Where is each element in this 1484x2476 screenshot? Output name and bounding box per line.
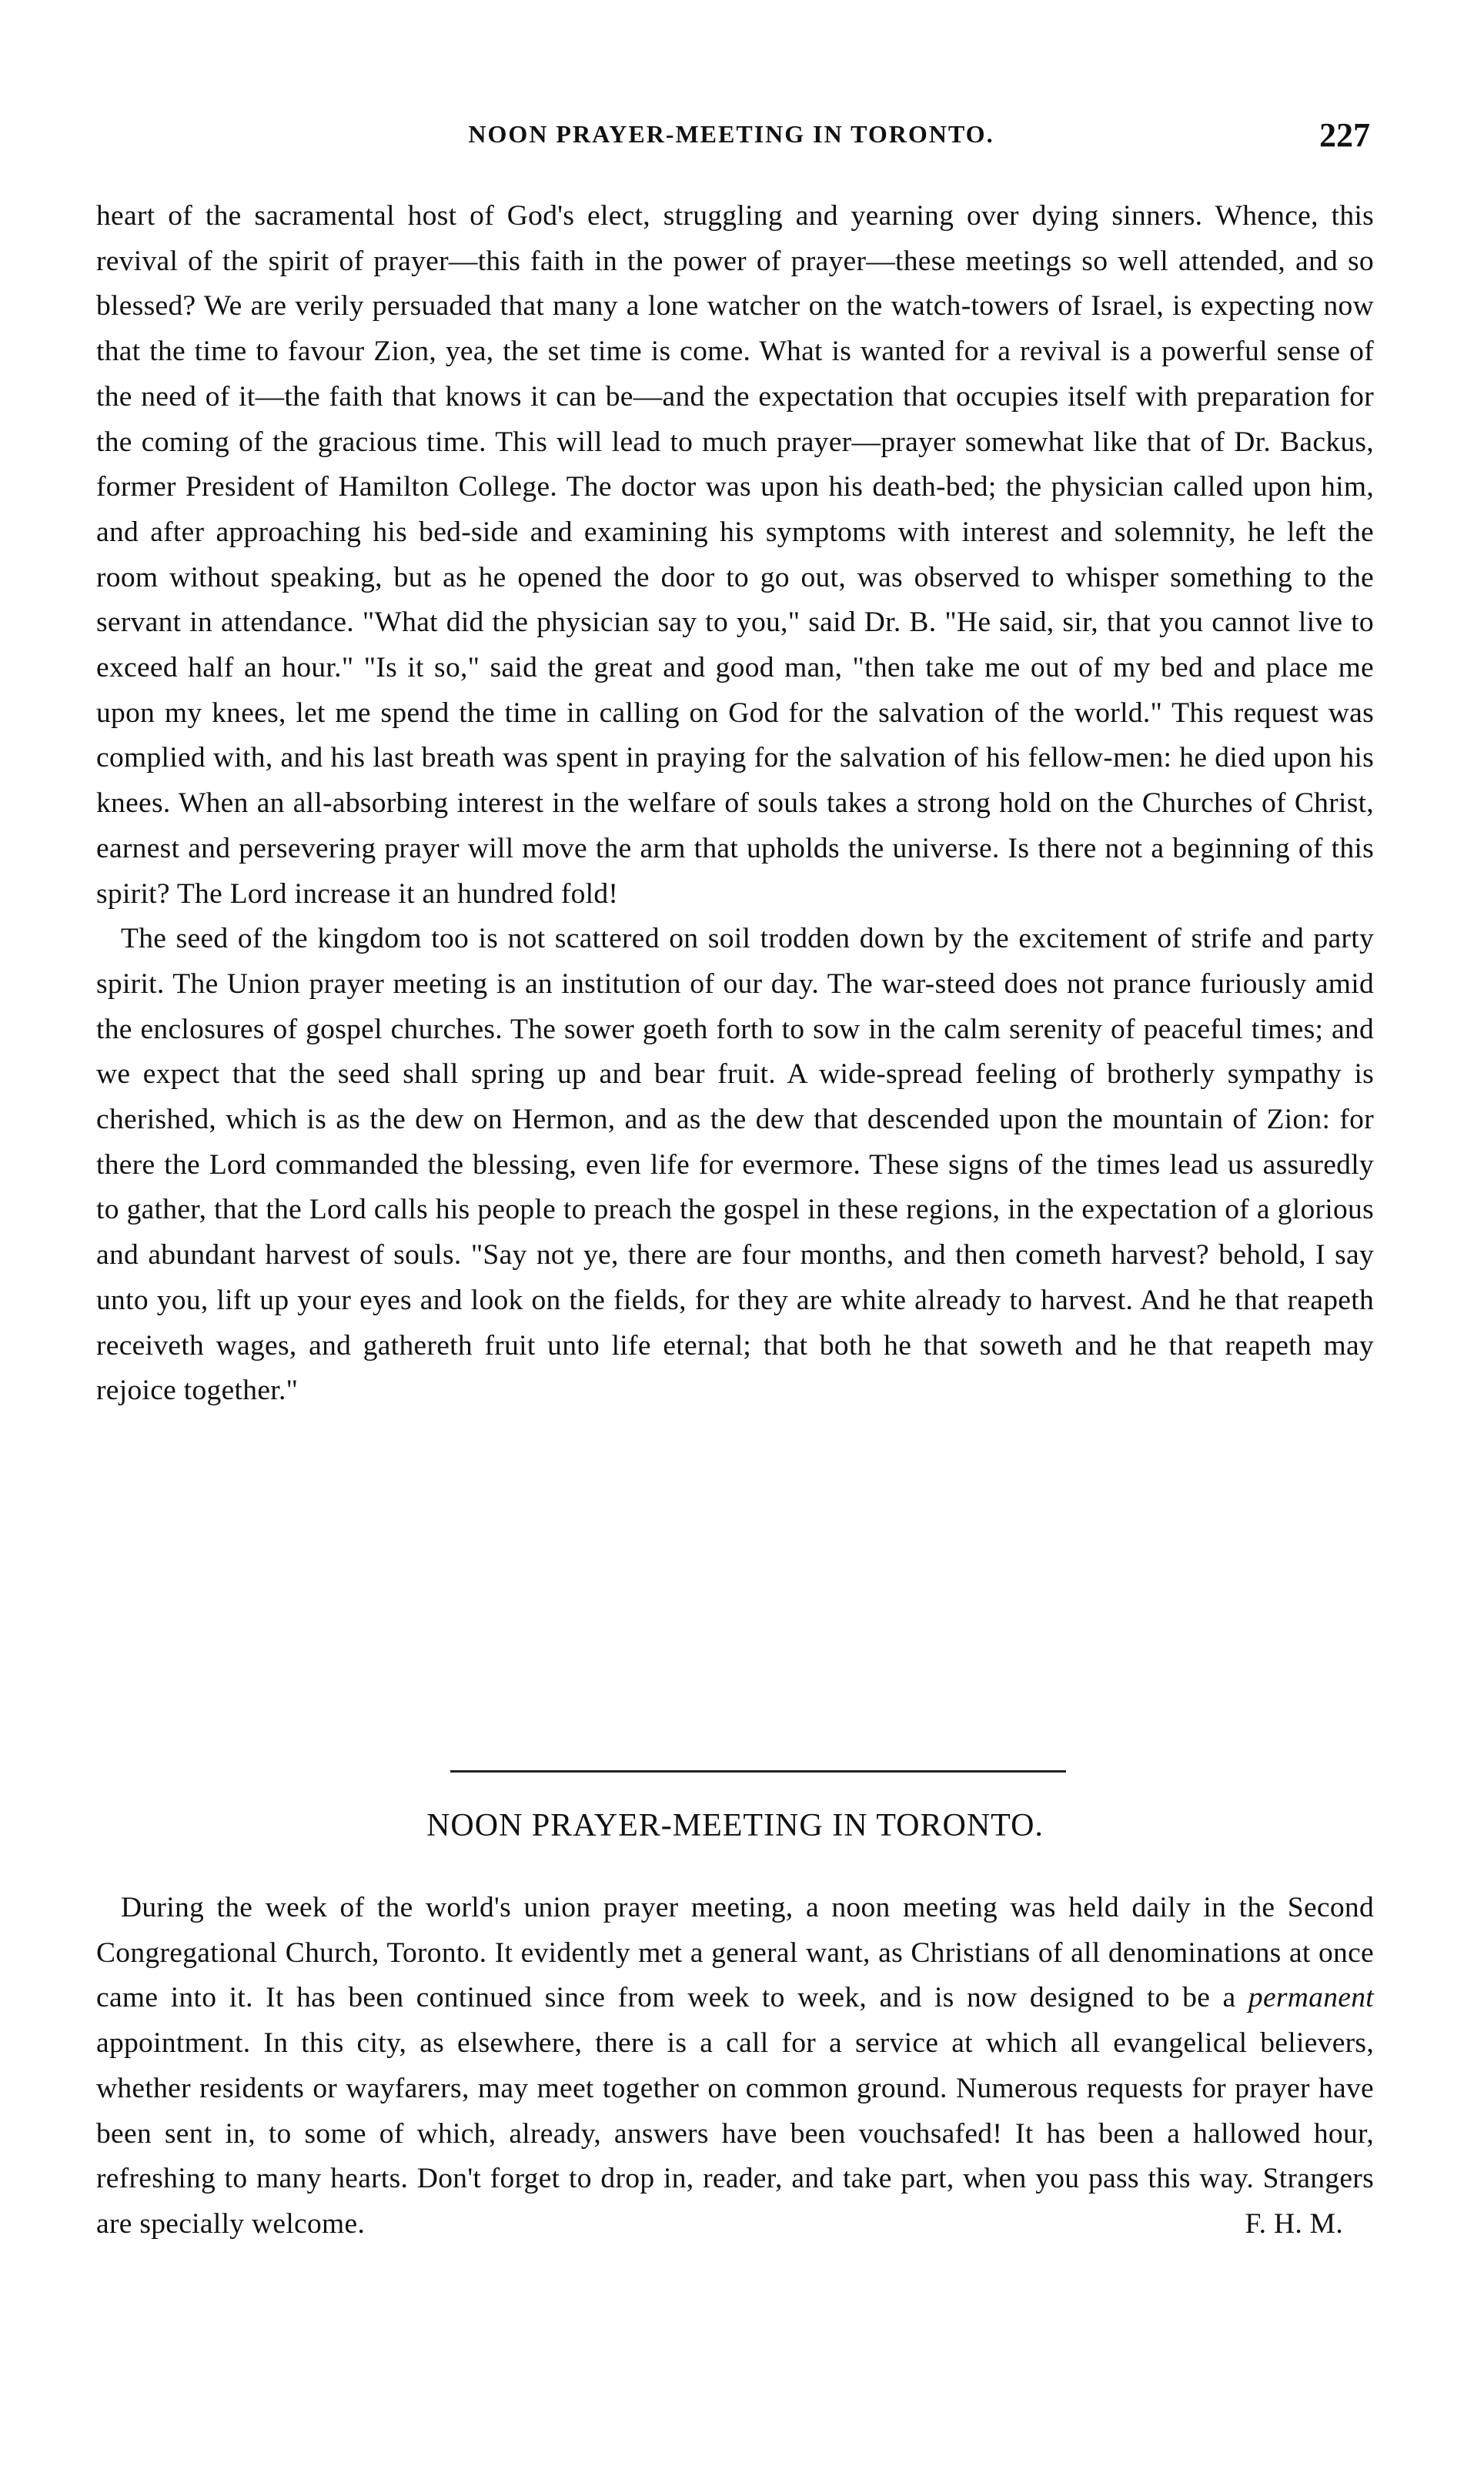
- page-number: 227: [1319, 116, 1370, 154]
- article-two-italic-word: permanent: [1248, 1982, 1374, 2014]
- section-divider: [450, 1770, 1066, 1773]
- running-title: NOON PRAYER-MEETING IN TORONTO.: [468, 120, 994, 148]
- article-one-paragraph-2: The seed of the kingdom too is not scattered on soil trodden down by the excitement of strife and party spirit. The Union prayer meeting is an institution of our day. The war-steed does not prance furiously amid the enclosures of gospel churches. The sower goeth forth to sow in the calm serenity of peaceful times; and we expect that the seed shall spring up and bear fruit. A wide-spread feeling of brotherly sympathy is cherished, which is as the dew on Hermon, and as the dew that descended upon the mountain of Zion: for there the Lord commanded the blessing, even life for evermore. These signs of the times lead us assuredly to gather, that the Lord calls his people to preach the gospel in these regions, in the expectation of a glorious and abundant harvest of souls. "Say not ye, there are four months, and then cometh harvest? behold, I say unto you, lift up your eyes and look on the fields, for they are white already to harvest. And he that reapeth receiveth wages, and gathereth fruit unto life eternal; that both he that soweth and he that reapeth may rejoice together.": [96, 923, 1374, 1407]
- running-head: [92, 115, 1370, 162]
- article-two-body: [96, 1886, 1374, 2247]
- article-one-body: [96, 194, 1374, 1414]
- article-two-title: NOON PRAYER-MEETING IN TORONTO.: [426, 1808, 1044, 1843]
- article-one-paragraph-1: heart of the sacramental host of God's elect, struggling and yearning over dying sinners. Whence, this revival of the spirit of prayer—this faith in the power of prayer—these meetings so well attended, and so blessed? We are verily persuaded that many a lone watcher on the watch-towers of Israel, is expecting now that the time to favour Zion, yea, the set time is come. What is wanted for a revival is a powerful sense of the need of it—the faith that knows it can be—and the expectation that occupies itself with preparation for the coming of the gracious time. This will lead to much prayer—prayer somewhat like that of Dr. Backus, former President of Hamilton College. The doctor was upon his death-bed; the physician called upon him, and after approaching his bed-side and examining his symptoms with interest and solemnity, he left the room without speaking, but as he opened the door to go out, was observed to whisper something to the servant in attendance. "What did the physician say to you," said Dr. B. "He said, sir, that you cannot live to exceed half an hour." "Is it so," said the great and good man, "then take me out of my bed and place me upon my knees, let me spend the time in calling on God for the salvation of the world." This request was complied with, and his last breath was spent in praying for the salvation of his fellow-men: he died upon his knees. When an all-absorbing interest in the welfare of souls takes a strong hold on the Churches of Christ, earnest and persevering prayer will move the arm that upholds the universe. Is there not a beginning of this spirit? The Lord increase it an hundred fold!: [96, 200, 1374, 910]
- article-two-text-before-italic: During the week of the world's union prayer meeting, a noon meeting was held daily in the Second Congregational Church, Toronto. It evidently met a general want, as Christians of all denominations at once came into it. It has been continued since from week to week, and is now designed to be a: [96, 1892, 1374, 2014]
- article-two-text-after-italic: appointment. In this city, as elsewhere, there is a call for a service at which all evangelical believers, whether residents or wayfarers, may meet together on common ground. Numerous requests for prayer have been sent in, to some of which, already, answers have been vouchsafed! It has been a hallowed hour, refreshing to many hearts. Don't forget to drop in, reader, and take part, when you pass this way. Strangers are specially welcome.: [96, 2027, 1374, 2240]
- article-two-signature: F. H. M.: [1245, 2207, 1343, 2240]
- article-two-paragraph: [96, 1886, 1374, 2247]
